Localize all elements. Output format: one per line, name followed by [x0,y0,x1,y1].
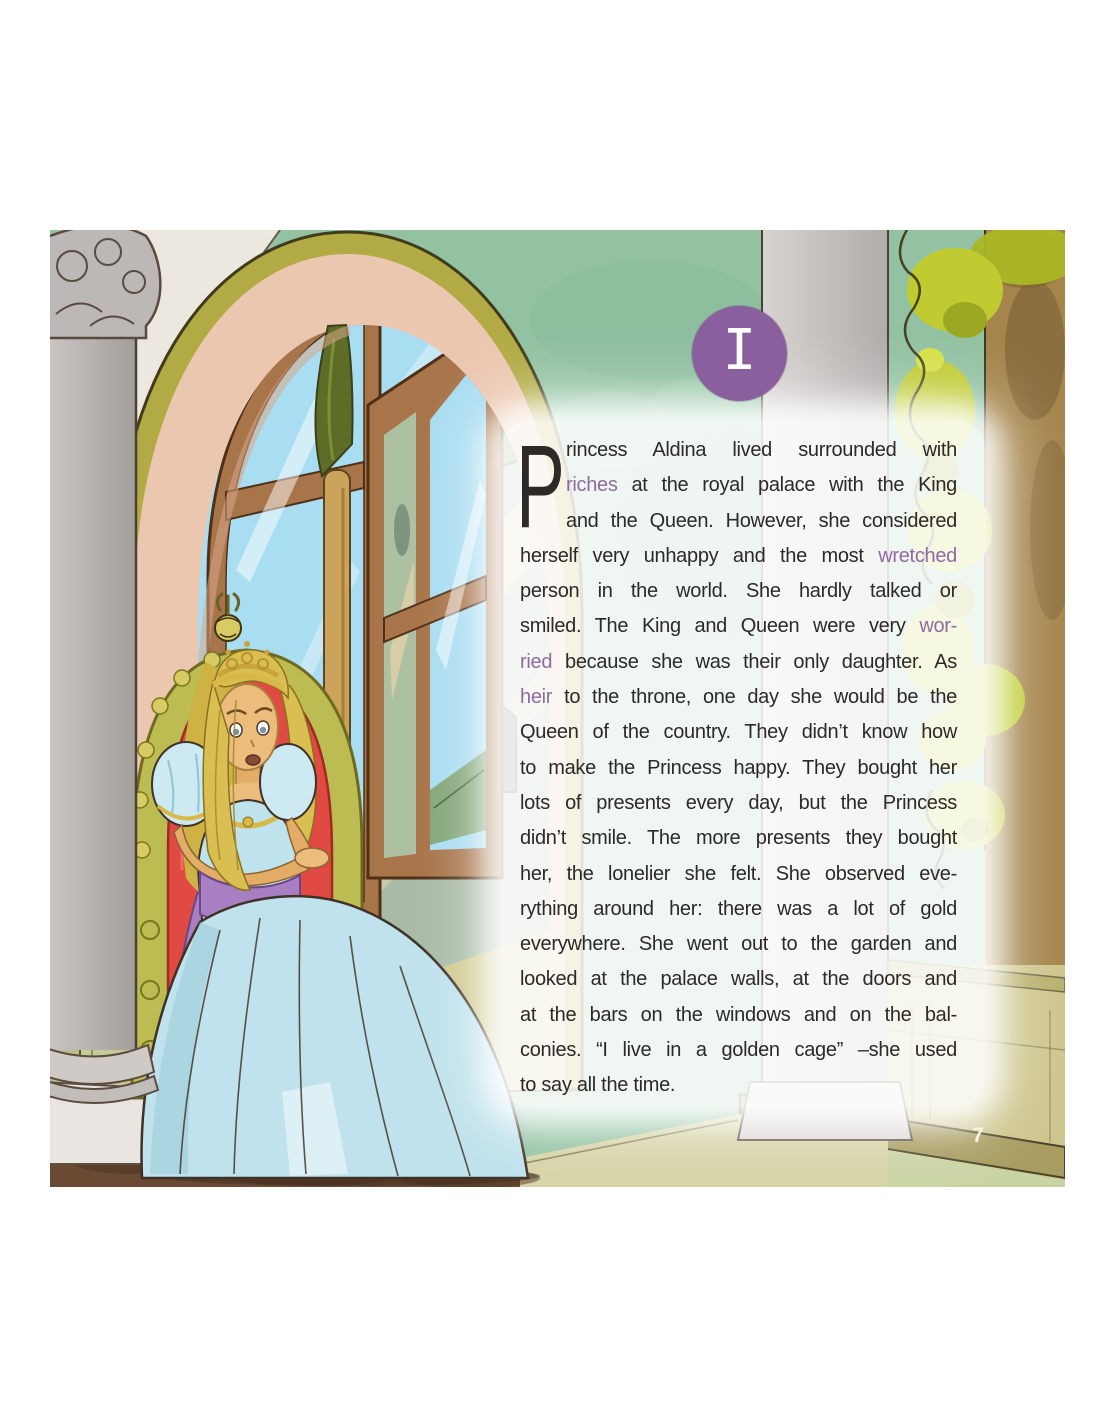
story-line [520,715,957,750]
right-casement [368,316,502,878]
drop-cap: P [516,421,565,553]
story-line [520,821,957,856]
story-line [520,962,957,997]
story-text-segment: at the bars on the windows and on the bal- [520,1003,957,1026]
story-text-segment: her, the lonelier she felt. She observed eve- [520,862,957,885]
story-text [520,433,957,1104]
story-text-segment: everywhere. She went out to the garden and [520,933,957,956]
story-line [520,609,957,644]
story-line [520,786,957,821]
story-text-segment: Queen of the country. They didn’t know how [520,721,957,744]
story-line [520,751,957,786]
story-text-segment: smiled. The King and Queen were very [520,615,920,638]
story-text-segment: herself very unhappy and the most [520,544,879,567]
story-line [520,1068,957,1103]
story-text-segment: and the Queen. However, she considered [566,509,957,532]
page-number: 7 [972,1124,984,1147]
princess-hands [295,848,329,868]
story-line [520,1033,957,1068]
story-text-segment: person in the world. She hardly talked or [520,580,957,603]
story-line [520,645,957,680]
story-text-segment: rything around her: there was a lot of gold [520,897,957,920]
vocabulary-word: wretched [878,544,957,567]
sad-mouth [246,755,260,765]
chapter-number-badge [692,306,787,401]
story-text-segment: to make the Princess happy. They bought her [520,756,957,779]
story-text-segment: because she was their only daughter. As [552,650,957,673]
story-line [520,539,957,574]
column-capital [50,230,160,338]
story-line [520,468,957,503]
story-line [520,998,957,1033]
story-line [520,574,957,609]
story-text-segment: didn’t smile. The more presents they bought [520,827,957,850]
story-line [520,927,957,962]
story-text-segment: to say all the time. [520,1074,676,1097]
story-text-segment: lots of presents every day, but the Princess [520,791,957,814]
vocabulary-word: heir [520,686,553,709]
vocabulary-word: riches [566,474,618,497]
story-line [520,504,957,539]
story-line [520,892,957,927]
story-text-segment: to the throne, one day she would be the [552,686,957,709]
vocabulary-word: ried [520,650,553,673]
vocabulary-word: wor- [919,615,957,638]
chapter-number: I [722,317,757,383]
story-text-segment: looked at the palace walls, at the doors and [520,968,957,991]
story-text-segment: at the royal palace with the King [617,474,957,497]
story-text-segment: conies. “I live in a golden cage” –she used [520,1039,957,1062]
story-text-segment: rincess Aldina lived surrounded with [566,439,957,461]
story-line [520,680,957,715]
story-line [520,433,957,468]
story-lines [520,433,957,1104]
story-line [520,857,957,892]
